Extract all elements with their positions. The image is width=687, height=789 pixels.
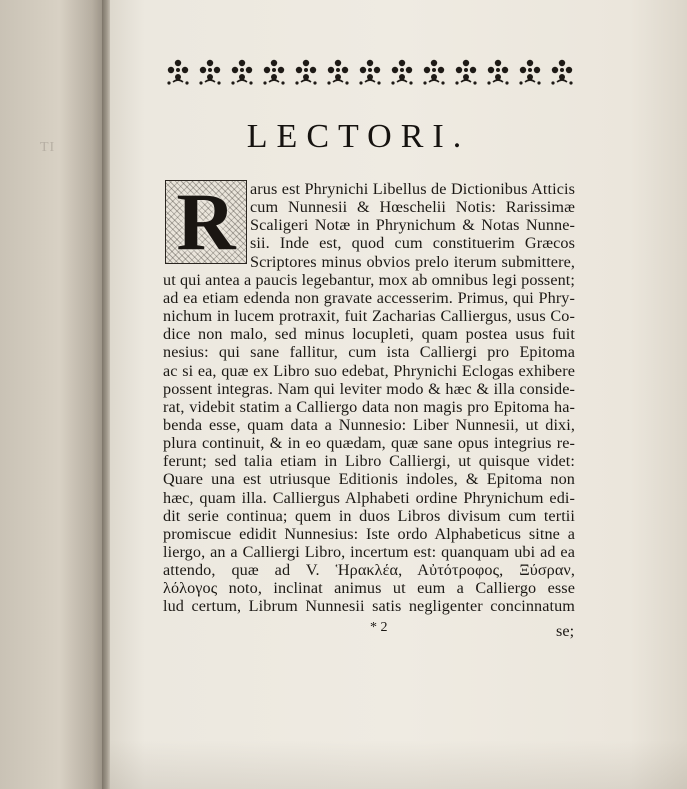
text-line: λόλογος noto, inclinat animus ut eum a Calliergo esse xyxy=(163,579,575,597)
text-line: lud certum, Librum Nunnesii satis negligenter concinnatum xyxy=(163,597,575,615)
drop-cap-letter: R xyxy=(176,176,236,267)
signature-mark: * 2 xyxy=(370,620,388,635)
text-line: benda esse, quam data a Nunnesio: Liber Nunnesii, ut dixi, xyxy=(163,416,575,434)
text-line: Scaligeri Notæ in Phrynichum & Notas Nunne- xyxy=(250,216,575,234)
catchword: se; xyxy=(556,622,575,640)
text-line: Scriptores minus obvios prelo iterum submittere, xyxy=(250,253,575,271)
facing-page-bleed-2 xyxy=(30,230,35,246)
text-line: cum Nunnesii & Hœschelii Notis: Rarissimæ xyxy=(250,198,575,216)
text-line: liergo, an a Calliergi Libro, incertum est: quanquam ubi ad ea xyxy=(163,543,575,561)
headpiece-ornament xyxy=(165,55,575,89)
fleuron-icon xyxy=(165,57,191,87)
text-line: Quare una est utriusque Editionis indoles, & Epitoma non xyxy=(163,470,575,488)
fleuron-icon xyxy=(517,57,543,87)
text-line: ut qui antea a paucis legebantur, mox ab omnibus legi possent; xyxy=(163,271,575,289)
fleuron-icon xyxy=(549,57,575,87)
text-line: dice non malo, sed minus locupleti, quam postea usus fuit xyxy=(163,325,575,343)
text-line: dit serie continua; quem in duos Libros divisum cum tertii xyxy=(163,507,575,525)
text-line: nesius: qui sane fallitur, cum ista Calliergi pro Epitoma xyxy=(163,343,575,361)
text-line: rat, videbit statim a Calliergo data non magis pro Epitoma ha- xyxy=(163,398,575,416)
text-line: arus est Phrynichi Libellus de Dictionibus Atticis xyxy=(250,180,575,198)
page-shadow xyxy=(110,740,687,789)
text-line: nichum in lucem protraxit, fuit Zacharias Calliergus, usus Co- xyxy=(163,307,575,325)
fleuron-icon xyxy=(485,57,511,87)
text-line: hæc, quam illa. Calliergus Alphabeti ordine Phrynichum edi- xyxy=(163,489,575,507)
fleuron-icon xyxy=(229,57,255,87)
text-line: possent integras. Nam qui leviter modo & hæc & illa conside- xyxy=(163,380,575,398)
text-line: ad ea etiam edenda non gravate accesserim. Primus, qui Phry- xyxy=(163,289,575,307)
text-line: ferunt; sed talia etiam in Libro Calliergi, ut quisque videt: xyxy=(163,452,575,470)
fleuron-icon xyxy=(293,57,319,87)
text-line: attendo, quæ ad V. Ἡρακλέα, Αὐτότροφος, Ξύσραν, xyxy=(163,561,575,579)
text-line: promiscue edidit Nunnesius: Iste ordo Alphabeticus sitne a xyxy=(163,525,575,543)
drop-cap-initial xyxy=(165,176,247,267)
fleuron-icon xyxy=(389,57,415,87)
facing-page-bleed-1: TI xyxy=(40,140,56,155)
fleuron-icon xyxy=(197,57,223,87)
fleuron-icon xyxy=(325,57,351,87)
text-line: sii. Inde est, quod cum constituerim Græcos xyxy=(250,234,575,252)
fleuron-icon xyxy=(261,57,287,87)
fleuron-icon xyxy=(357,57,383,87)
fleuron-icon xyxy=(421,57,447,87)
text-line: plura continuit, & in eo quædam, quæ sane opus integrius re- xyxy=(163,434,575,452)
page-title: LECTORI. xyxy=(246,118,471,155)
text-line: ac si ea, quæ ex Libro suo edebat, Phrynichi Eclogas exhibere xyxy=(163,362,575,380)
fleuron-icon xyxy=(453,57,479,87)
